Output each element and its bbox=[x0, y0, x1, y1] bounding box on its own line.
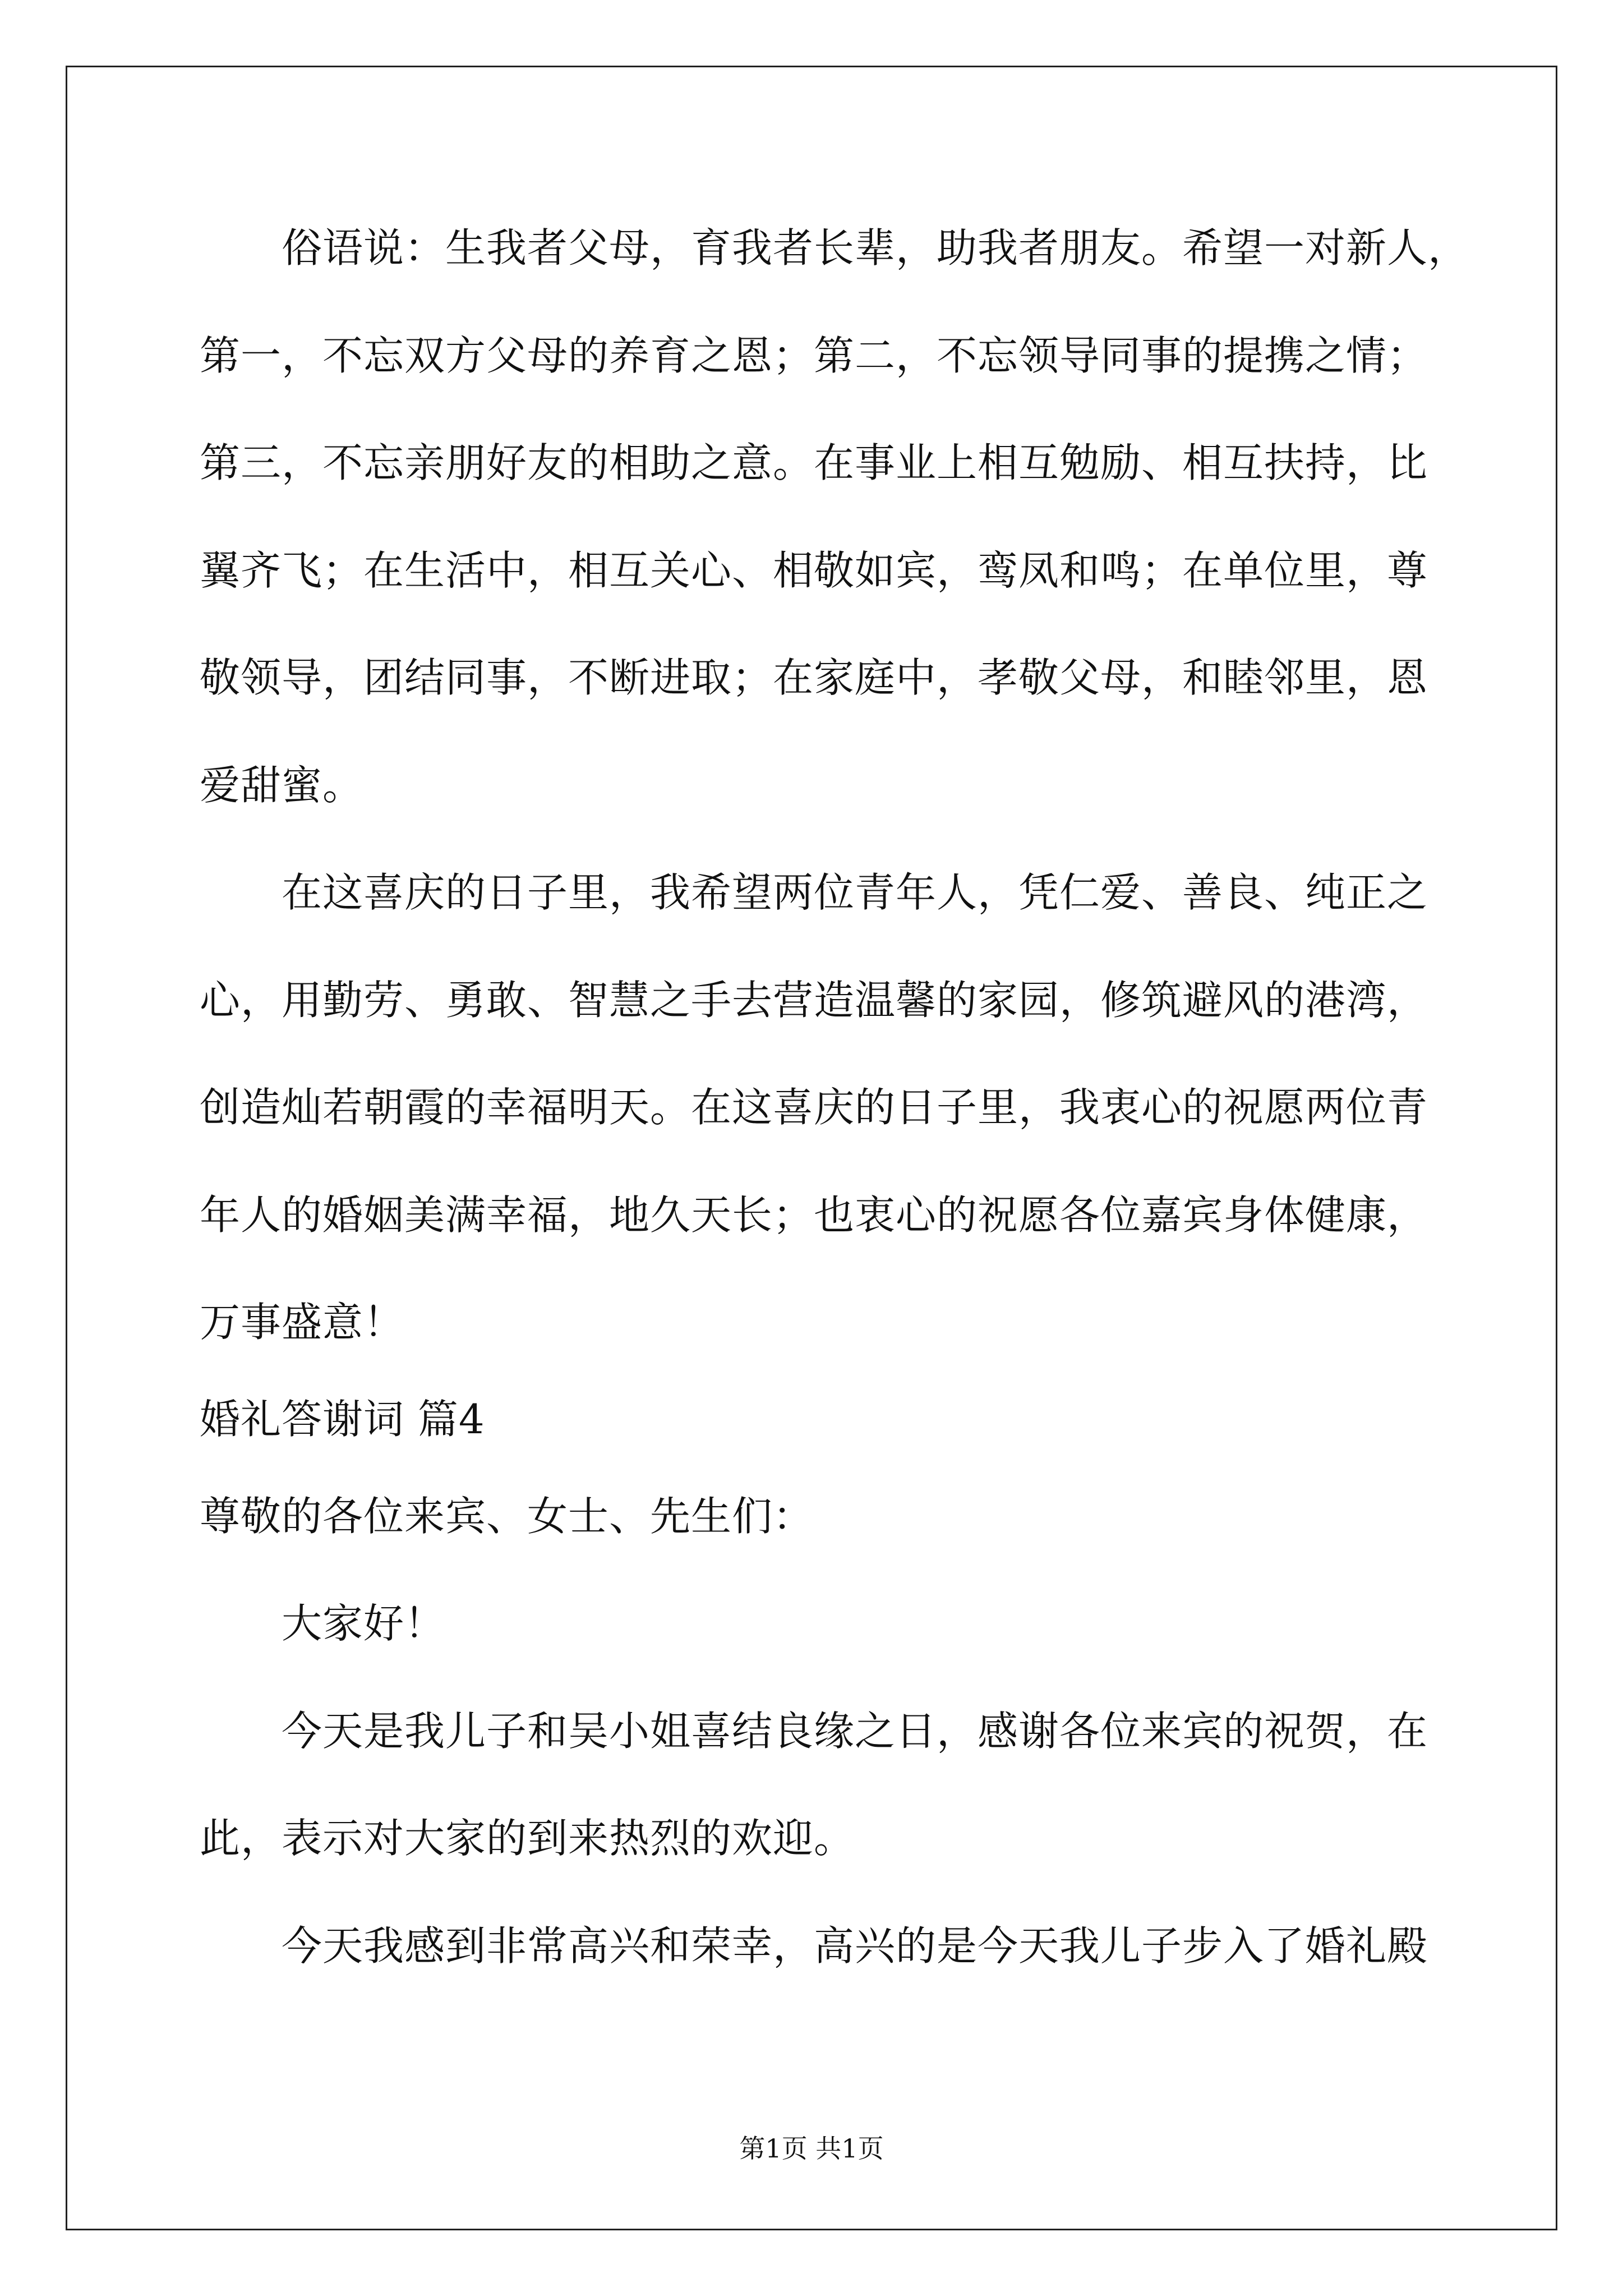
text-line: 第三，不忘亲朋好友的相助之意。在事业上相互勉励、相互扶持，比 bbox=[200, 439, 1428, 486]
text-line: 敬领导，团结同事，不断进取；在家庭中，孝敬父母，和睦邻里，恩 bbox=[200, 654, 1428, 701]
text-line: 此，表示对大家的到来热烈的欢迎。 bbox=[200, 1815, 855, 1862]
greeting: 大家好！ bbox=[282, 1600, 446, 1647]
text-line: 俗语说：生我者父母，育我者长辈，助我者朋友。希望一对新人， bbox=[282, 224, 1469, 272]
text-line: 创造灿若朝霞的幸福明天。在这喜庆的日子里，我衷心的祝愿两位青 bbox=[200, 1084, 1428, 1131]
text-line: 在这喜庆的日子里，我希望两位青年人，凭仁爱、善良、纯正之 bbox=[282, 869, 1428, 916]
text-line: 心，用勤劳、勇敢、智慧之手去营造温馨的家园，修筑避风的港湾， bbox=[200, 977, 1428, 1024]
text-line: 年人的婚姻美满幸福，地久天长；也衷心的祝愿各位嘉宾身体健康， bbox=[200, 1191, 1428, 1239]
text-line: 万事盛意！ bbox=[200, 1299, 405, 1346]
salutation: 尊敬的各位来宾、女士、先生们： bbox=[200, 1493, 814, 1540]
text-line: 第一，不忘双方父母的养育之恩；第二，不忘领导同事的提携之情； bbox=[200, 332, 1428, 379]
page-footer: 第1页 共1页 bbox=[739, 2133, 884, 2164]
text-line: 爱甜蜜。 bbox=[200, 762, 364, 809]
section-heading: 婚礼答谢词 篇4 bbox=[200, 1396, 485, 1443]
text-line: 翼齐飞；在生活中，相互关心、相敬如宾，鸾凤和鸣；在单位里，尊 bbox=[200, 547, 1428, 594]
text-line: 今天我感到非常高兴和荣幸，高兴的是今天我儿子步入了婚礼殿 bbox=[282, 1922, 1428, 1970]
page-border bbox=[66, 66, 1557, 2230]
text-line: 今天是我儿子和吴小姐喜结良缘之日，感谢各位来宾的祝贺，在 bbox=[282, 1708, 1428, 1755]
